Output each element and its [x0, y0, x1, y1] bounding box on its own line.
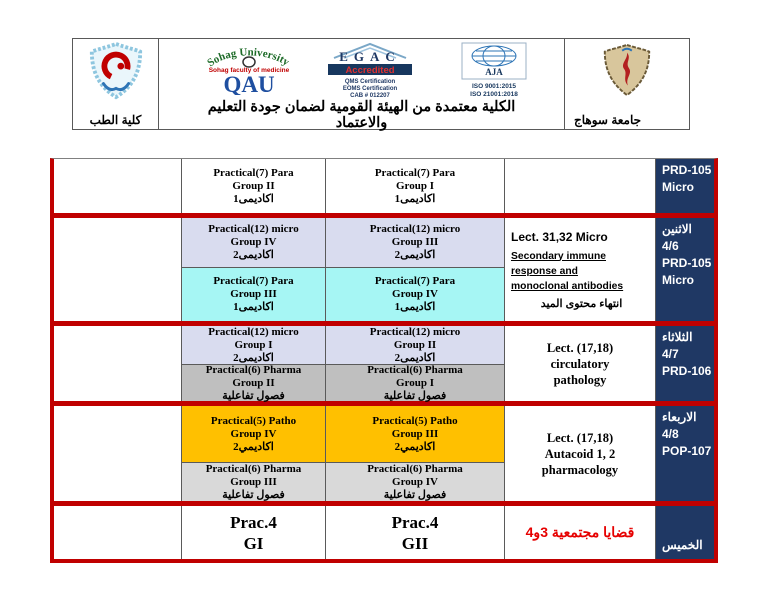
practical-slot: [182, 159, 325, 213]
practical-slot: [182, 406, 325, 462]
practical-group: Group I: [395, 179, 434, 192]
practical-cell-pharma: [326, 463, 505, 501]
egac-cert-line: QMS Certification: [344, 79, 395, 85]
practical-cell-patho: [326, 406, 505, 463]
practical-cell-para: [326, 268, 505, 321]
lecture-topic: circulatory: [550, 356, 610, 371]
practical-note: اكاديمى2: [394, 351, 436, 364]
accreditation-caption-line1: الكلية معتمدة من الهيئة القومية لضمان جودة التعليم: [207, 99, 516, 115]
practical-cell-micro: [326, 218, 505, 268]
practical-group: Group III: [230, 288, 277, 300]
practical-group: GII: [401, 533, 429, 553]
practical-note: فصول تفاعلية: [383, 389, 447, 402]
timetable: [50, 158, 718, 563]
empty-cell: [505, 159, 656, 213]
faculty-caption: كلية الطب: [89, 113, 142, 127]
header-center-cell: [159, 39, 565, 129]
practical-group: Group II: [232, 179, 275, 192]
day-room-label: الثلاثاء 4/7 PRD-106: [656, 326, 714, 401]
schedule-row-thursday: [54, 506, 714, 559]
practical-cell-para: [182, 268, 326, 321]
practical-cell: [182, 159, 326, 213]
practical-note: اكاديمى1: [233, 192, 274, 205]
practical-group: Group IV: [392, 288, 438, 300]
practical-slot: [326, 159, 504, 213]
practical-group: Group III: [230, 475, 277, 488]
practical-title: Prac.4: [230, 512, 277, 532]
day-room-cell: [656, 406, 714, 501]
practical-title: Practical(5) Patho: [210, 414, 297, 427]
aja-iso-line: ISO 9001:2015: [471, 83, 516, 90]
lecture-details: [505, 218, 655, 321]
practical-note: اكاديمى1: [394, 192, 436, 205]
practical-note: فصول تفاعلية: [383, 488, 447, 501]
lecture-topic: pathology: [553, 372, 607, 387]
day-room-label: PRD-105 Micro: [656, 159, 714, 213]
lecture-details: [505, 326, 655, 401]
page-header: [72, 38, 690, 130]
lecture-topic: Autacoid 1, 2: [544, 446, 616, 461]
practical-group: Group IV: [392, 475, 438, 488]
practical-note: اكاديمى1: [394, 301, 436, 313]
university-caption: جامعة سوهاج: [574, 113, 642, 127]
practical-title: Practical(7) Para: [374, 275, 456, 287]
aja-acronym: AJA: [484, 67, 503, 77]
practical-slot: [182, 268, 325, 321]
practical-note: اكاديمى1: [233, 301, 274, 313]
practical-cell-micro: [182, 326, 326, 365]
qau-arc-text: Sohag University: [204, 46, 291, 70]
practical-slot: [182, 326, 325, 364]
lecture-note: انتهاء محتوى الميد: [540, 297, 623, 310]
svg-text:Sohag University: [205, 46, 292, 69]
practical-group: Group I: [234, 338, 273, 351]
egac-acronym: EGAC: [338, 49, 401, 64]
faculty-of-medicine-logo: [86, 42, 146, 100]
accreditation-logo-row: [159, 39, 564, 99]
qau-logo: [190, 41, 308, 95]
practical-title: Practical(5) Patho: [372, 414, 458, 427]
schedule-row-monday: [54, 218, 714, 321]
qau-acronym: QAU: [222, 72, 275, 95]
practical-title: Practical(7) Para: [213, 275, 294, 287]
egac-cert-line: EOMS Certification: [342, 86, 397, 92]
practical-title: Practical(12) micro: [208, 325, 299, 338]
practical-note: اكاديمى2: [394, 249, 436, 261]
practical-cell-micro: [326, 326, 505, 365]
day-room-cell: [656, 159, 714, 213]
practical-slot: [326, 326, 504, 364]
lecture-details: [505, 406, 655, 501]
practical-group: Group I: [395, 376, 434, 389]
practical-title: Practical(7) Para: [374, 166, 456, 179]
practical-group: Group III: [391, 236, 439, 248]
day-room-label: الاثنين 4/6 PRD-105 Micro: [656, 218, 714, 321]
lecture-title: Lect. (17,18): [546, 340, 614, 355]
practical-title: Practical(12) micro: [208, 223, 299, 235]
practical-group: Group III: [391, 427, 439, 440]
practical-slot: [326, 365, 504, 401]
practical-note: اكاديمي2: [233, 440, 274, 453]
practical-slot: [326, 406, 504, 462]
schedule-row-wednesday: [54, 406, 714, 501]
practical-cell: [182, 506, 326, 559]
day-room-cell: [656, 506, 714, 559]
empty-cell: [54, 406, 182, 501]
egac-logo: [314, 41, 426, 99]
practical-cell-micro: [182, 218, 326, 268]
university-logo-cell: [565, 39, 689, 129]
practical-note: اكاديمى2: [233, 351, 274, 364]
lecture-topic: monoclonal antibodies: [511, 280, 624, 292]
practical-slot: [326, 268, 504, 321]
practical-note: فصول تفاعلية: [222, 389, 285, 402]
practical-cell-pharma: [326, 365, 505, 401]
practical-cell-patho: [182, 406, 326, 463]
practical-group: Group II: [393, 338, 437, 351]
practical-title: Practical(6) Pharma: [205, 363, 302, 376]
lecture-topic: pharmacology: [541, 462, 619, 477]
lecture-cell: [505, 326, 656, 401]
qau-eagle-icon: [243, 57, 255, 67]
egac-cert-line: CAB # 012207: [349, 93, 390, 99]
practical-title: Prac.4: [391, 512, 439, 532]
practical-group: GI: [243, 533, 264, 553]
practical-cell: [326, 159, 505, 213]
practical-slot: [182, 463, 325, 501]
aja-iso-line: ISO 21001:2018: [469, 91, 518, 98]
practical-slot: [182, 506, 325, 559]
practical-slot: [326, 218, 504, 267]
practical-note: اكاديمي2: [394, 440, 436, 453]
lecture-topic: Secondary immune response and: [511, 250, 606, 277]
practical-title: Practical(7) Para: [213, 166, 294, 179]
practical-title: Practical(12) micro: [369, 325, 461, 338]
accreditation-caption-line2: والاعتماد: [335, 115, 388, 131]
lecture-title: Lect. 31,32 Micro: [511, 229, 608, 244]
day-room-label: الخميس: [656, 506, 714, 559]
egac-accredited-label: Accredited: [344, 65, 395, 76]
practical-title: Practical(6) Pharma: [367, 363, 463, 376]
faculty-logo-cell: [73, 39, 159, 129]
lecture-cell: [505, 218, 656, 321]
practical-title: Practical(6) Pharma: [205, 462, 302, 475]
lecture-cell: [505, 506, 656, 559]
day-room-cell: [656, 326, 714, 401]
practical-title: Practical(6) Pharma: [367, 462, 463, 475]
aja-logo: [454, 41, 534, 99]
practical-note: فصول تفاعلية: [222, 488, 285, 501]
practical-group: Group II: [232, 376, 275, 389]
practical-slot: [182, 218, 325, 267]
practical-slot: [182, 365, 325, 401]
practical-slot: [326, 506, 504, 559]
empty-cell: [54, 506, 182, 559]
practical-note: اكاديمى2: [233, 249, 274, 261]
empty-cell: [54, 159, 182, 213]
lecture-title: Lect. (17,18): [546, 430, 614, 445]
practical-slot: [326, 463, 504, 501]
empty-cell: [54, 218, 182, 321]
practical-cell-pharma: [182, 463, 326, 501]
qau-subtitle: Sohag faculty of medicine: [208, 67, 289, 74]
day-room-cell: [656, 218, 714, 321]
practical-cell-pharma: [182, 365, 326, 401]
sohag-university-logo: [599, 42, 655, 98]
practical-title: Practical(12) micro: [369, 223, 461, 235]
practical-group: Group IV: [230, 236, 277, 248]
schedule-row-tuesday: [54, 326, 714, 401]
practical-group: Group IV: [230, 427, 277, 440]
empty-cell: [54, 326, 182, 401]
community-issues-label: قضايا مجتمعية 3و4: [525, 524, 635, 540]
lecture-cell: [505, 406, 656, 501]
day-room-label: الاربعاء 4/8 POP-107: [656, 406, 714, 501]
accreditation-caption: [159, 99, 564, 133]
practical-cell: [326, 506, 505, 559]
schedule-row-top: [54, 159, 714, 213]
